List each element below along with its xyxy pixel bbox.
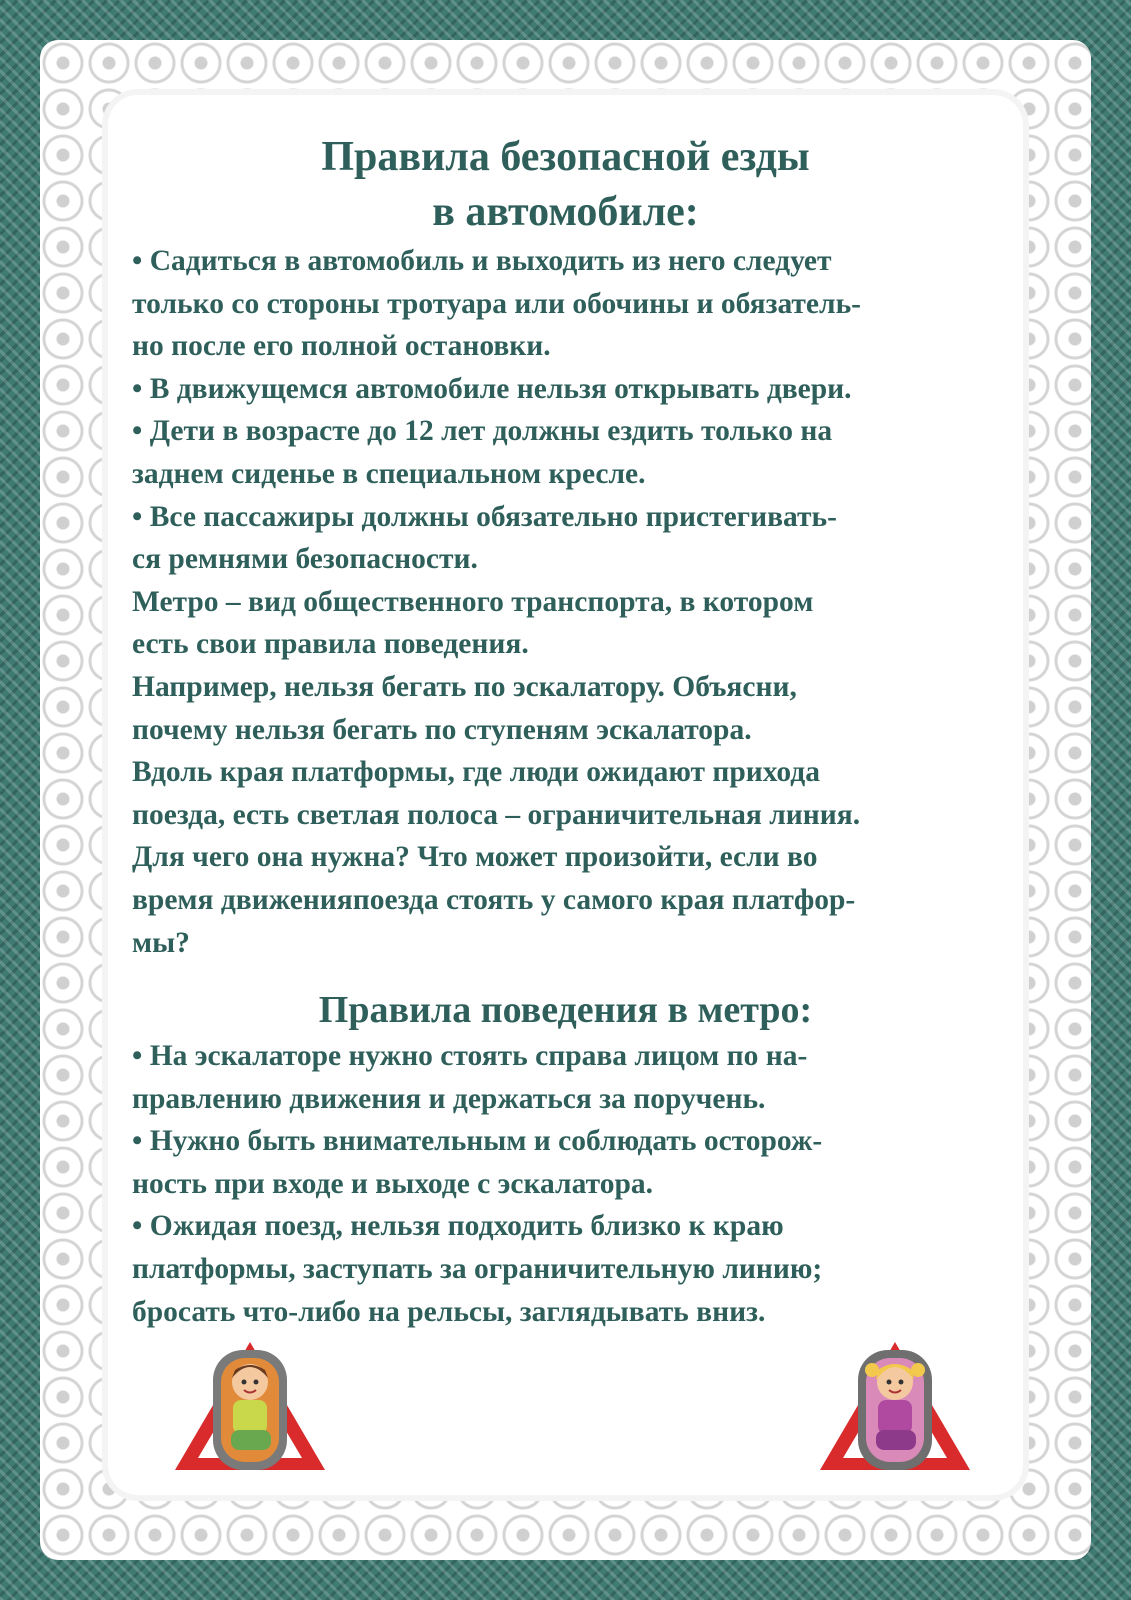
text-line: но после его полной остановки. bbox=[132, 330, 551, 363]
text-line: ность при входе и выходе с эскалатора. bbox=[132, 1167, 653, 1200]
text-line: • Нужно быть внимательным и соблюдать осторож- bbox=[132, 1125, 823, 1158]
text-line: бросать что-либо на рельсы, заглядывать вниз. bbox=[132, 1295, 766, 1328]
text-line: Вдоль края платформы, где люди ожидают прихода bbox=[132, 756, 820, 789]
text-line: только со стороны тротуара или обочины и обязатель- bbox=[132, 287, 861, 320]
text-line: • Дети в возрасте до 12 лет должны ездить только на bbox=[132, 415, 833, 448]
child-car-seat-girl-icon bbox=[810, 1330, 980, 1480]
text-line: время движенияпоезда стоять у самого края платфор- bbox=[132, 883, 856, 916]
text-line: платформы, заступать за ограничительную линию; bbox=[132, 1252, 823, 1285]
text-line: • Все пассажиры должны обязательно пристегивать- bbox=[132, 500, 837, 533]
text-line: поезда, есть светлая полоса – ограничительная линия. bbox=[132, 798, 861, 831]
text-line: заднем сиденье в специальном кресле. bbox=[132, 457, 646, 490]
text-line: Например, нельзя бегать по эскалатору. Объясни, bbox=[132, 670, 797, 703]
text-line: почему нельзя бегать по ступеням эскалатора. bbox=[132, 713, 752, 746]
text-line: ся ремнями безопасности. bbox=[132, 543, 478, 576]
text-line: • В движущемся автомобиле нельзя открывать двери. bbox=[132, 372, 852, 405]
text-line: • На эскалаторе нужно стоять справа лицом по на- bbox=[132, 1040, 808, 1072]
text-line: мы? bbox=[132, 926, 190, 959]
page-title-line-2: в автомобиле: bbox=[432, 189, 699, 235]
text-line: есть свои правила поведения. bbox=[132, 628, 529, 661]
text-line: правлению движения и держаться за поручень. bbox=[132, 1082, 766, 1115]
car-rules-text bbox=[132, 240, 1017, 964]
page-title-line-1: Правила безопасной езды bbox=[321, 134, 810, 180]
text-line: Для чего она нужна? Что может произойти, если во bbox=[132, 841, 818, 874]
metro-rules-text bbox=[132, 1035, 1017, 1333]
child-car-seat-boy-icon bbox=[165, 1330, 335, 1480]
text-line: • Ожидая поезд, нельзя подходить близко к краю bbox=[132, 1210, 784, 1243]
text-line: • Садиться в автомобиль и выходить из него следует bbox=[132, 245, 832, 277]
text-line: Метро – вид общественного транспорта, в котором bbox=[132, 585, 814, 618]
metro-title: Правила поведения в метро: bbox=[318, 989, 813, 1031]
